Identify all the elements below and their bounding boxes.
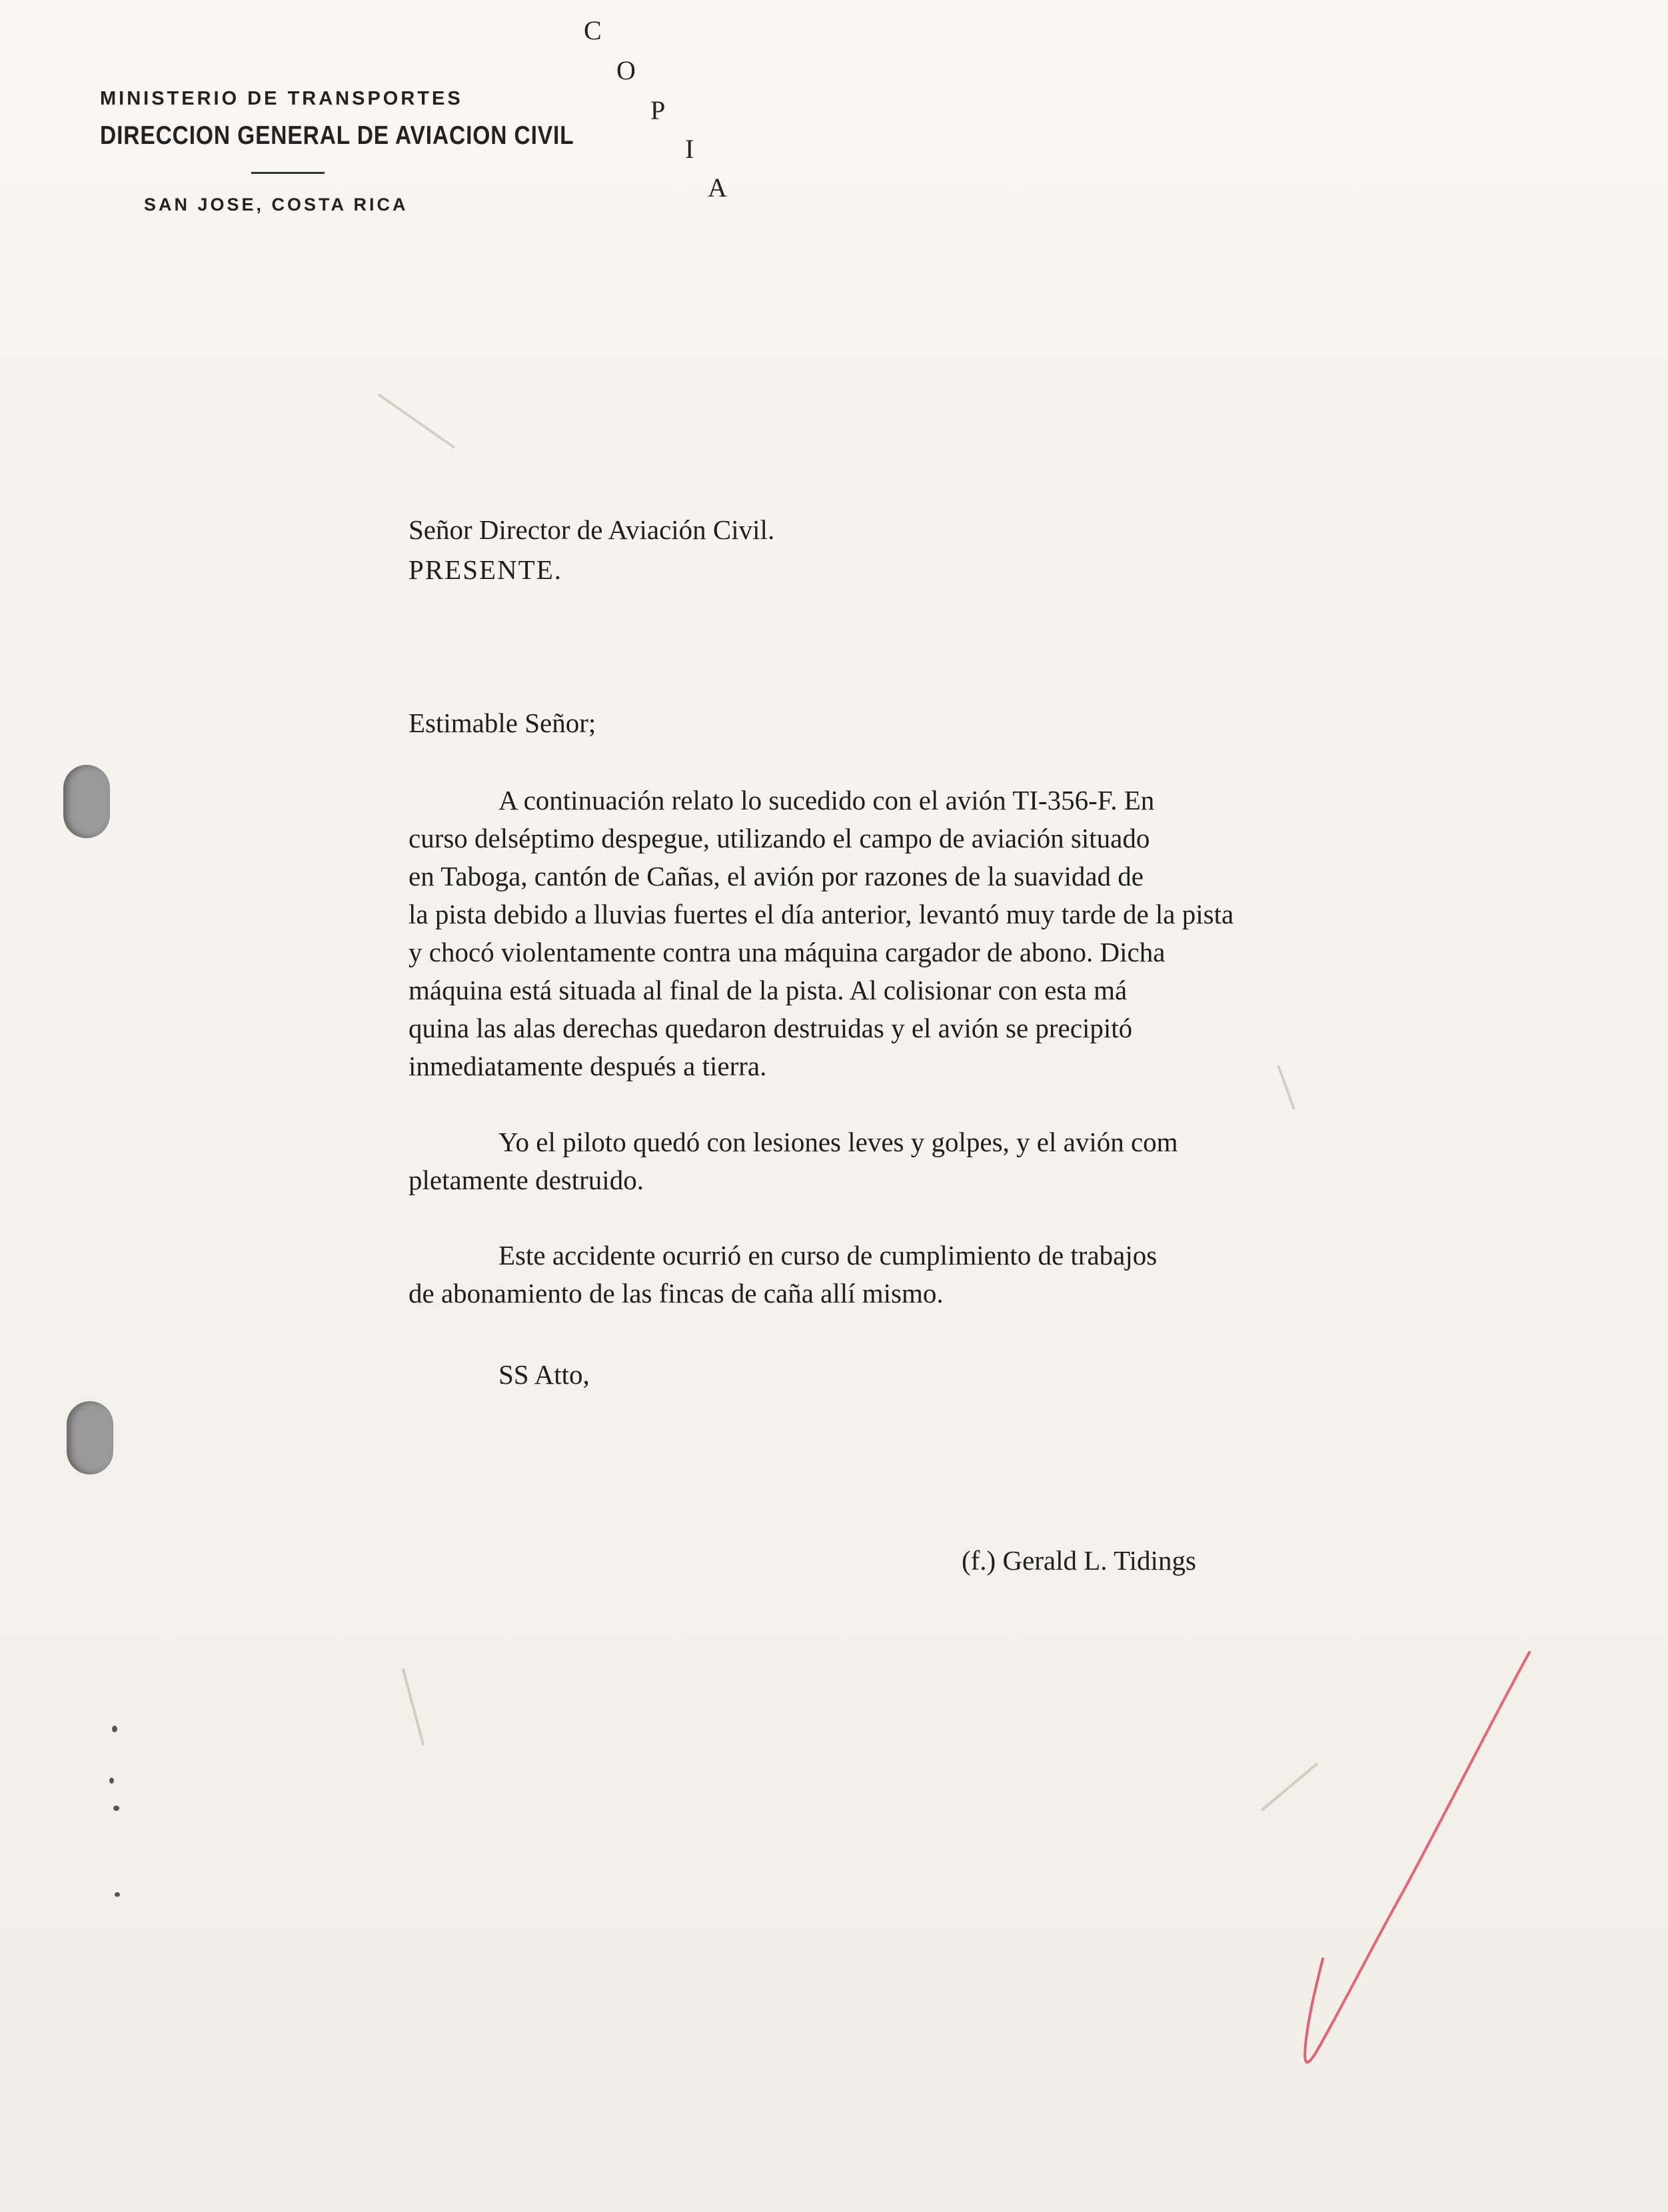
body-line: Yo el piloto quedó con lesiones leves y golpes, y el avión com	[498, 1127, 1178, 1157]
letterhead-direction: DIRECCION GENERAL DE AVIACION CIVIL	[100, 121, 574, 150]
copia-letter: A	[708, 173, 727, 203]
paper-speck	[112, 1726, 117, 1732]
paper-speck	[115, 1892, 120, 1897]
copia-letter: O	[616, 55, 636, 85]
punch-hole	[63, 765, 110, 838]
presente: PRESENTE.	[409, 554, 562, 585]
letterhead-ministry: MINISTERIO DE TRANSPORTES	[100, 88, 463, 109]
body-line: inmediatamente después a tierra.	[409, 1051, 767, 1081]
copia-letter: P	[650, 95, 666, 125]
body-line: y chocó violentamente contra una máquina cargador de abono. Dicha	[409, 937, 1166, 967]
paper-speck	[113, 1806, 119, 1811]
copia-letter: I	[685, 134, 694, 164]
paper-speck	[109, 1778, 114, 1784]
body-line: Este accidente ocurrió en curso de cumplimiento de trabajos	[498, 1240, 1158, 1271]
closing: SS Atto,	[498, 1359, 590, 1390]
addressee: Señor Director de Aviación Civil.	[409, 514, 775, 545]
body-line: curso delséptimo despegue, utilizando el campo de aviación situado	[409, 823, 1150, 853]
copia-letter: C	[584, 15, 602, 45]
body-line: máquina está situada al final de la pista. Al colisionar con esta má	[409, 975, 1128, 1005]
body-line: pletamente destruido.	[409, 1165, 644, 1195]
body-line: A continuación relato lo sucedido con el avión TI-356-F. En	[498, 785, 1155, 816]
letterhead-city: SAN JOSE, COSTA RICA	[144, 195, 409, 215]
punch-hole	[67, 1401, 113, 1474]
body-line: en Taboga, cantón de Cañas, el avión por razones de la suavidad de	[409, 861, 1144, 891]
letterhead-divider	[251, 172, 325, 174]
body-line: de abonamiento de las fincas de caña allí mismo.	[409, 1278, 944, 1309]
paper-mark	[402, 1668, 425, 1746]
paper-mark	[1277, 1065, 1295, 1109]
body-line: quina las alas derechas quedaron destruidas y el avión se precipitó	[409, 1013, 1133, 1043]
body-line: la pista debido a lluvias fuertes el día anterior, levantó muy tarde de la pista	[409, 899, 1234, 929]
signature: (f.) Gerald L. Tidings	[962, 1545, 1196, 1576]
paper-mark	[378, 393, 456, 449]
salutation: Estimable Señor;	[409, 708, 596, 738]
red-pencil-check-mark	[1293, 1639, 1546, 2079]
